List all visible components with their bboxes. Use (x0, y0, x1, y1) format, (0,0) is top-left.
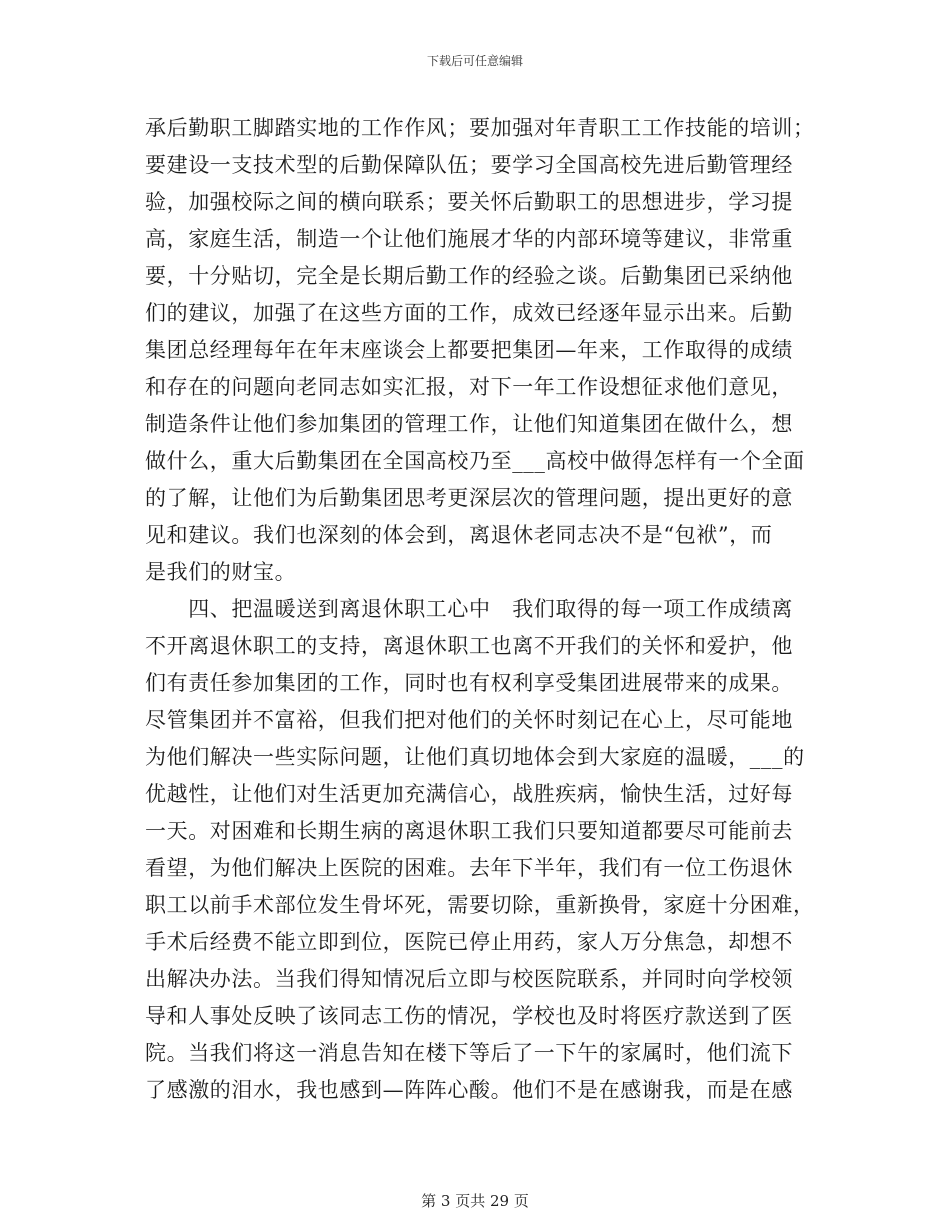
text-line: 职工以前手术部位发生骨坏死，需要切除，重新换骨，家庭十分困难， (145, 893, 815, 917)
text-line: 优越性，让他们对生活更加充满信心，战胜疾病，愉快生活，过好每 (145, 782, 793, 806)
text-line: 院。当我们将这一消息告知在楼下等后了一下午的家属时，他们流下 (145, 1041, 793, 1065)
text-line: 承后勤职工脚踏实地的工作作风；要加强对年青职工工作技能的培训； (145, 116, 815, 140)
text-line: 了感激的泪水，我也感到—阵阵心酸。他们不是在感谢我，而是在感 (145, 1078, 793, 1102)
text-line: 四、把温暖送到离退休职工心中 我们取得的每一项工作成绩离 (145, 597, 793, 621)
text-line: 见和建议。我们也深刻的体会到，离退休老同志决不是“包袱”，而 (145, 523, 773, 547)
text-line: 和存在的问题向老同志如实汇报，对下一年工作设想征求他们意见， (145, 375, 793, 399)
text-line: 验，加强校际之间的横向联系；要关怀后勤职工的思想进步，学习提 (145, 190, 793, 214)
text-line: 尽管集团并不富裕，但我们把对他们的关怀时刻记在心上，尽可能地 (145, 708, 793, 732)
text-line: 们的建议，加强了在这些方面的工作，成效已经逐年显示出来。后勤 (145, 301, 793, 325)
text-line: 为他们解决一些实际问题，让他们真切地体会到大家庭的温暖，___的 (145, 745, 805, 769)
page-header: 下载后可任意编辑 (426, 54, 523, 68)
text-line: 看望，为他们解决上医院的困难。去年下半年，我们有一位工伤退休 (145, 856, 793, 880)
text-line: 制造条件让他们参加集团的管理工作，让他们知道集团在做什么，想 (145, 412, 793, 436)
text-line: 不开离退休职工的支持，离退休职工也离不开我们的关怀和爱护，他 (145, 634, 793, 658)
text-line: 要建设一支技术型的后勤保障队伍；要学习全国高校先进后勤管理经 (145, 153, 793, 177)
text-line: 集团总经理每年在年末座谈会上都要把集团—年来，工作取得的成绩 (145, 338, 793, 362)
text-line: 出解决办法。当我们得知情况后立即与校医院联系，并同时向学校领 (145, 967, 793, 991)
text-line: 们有责任参加集团的工作，同时也有权利享受集团进展带来的成果。 (145, 671, 793, 695)
text-line: 是我们的财宝。 (145, 560, 297, 584)
text-line: 的了解，让他们为后勤集团思考更深层次的管理问题，提出更好的意 (145, 486, 793, 510)
text-line: 高，家庭生活，制造一个让他们施展才华的内部环境等建议，非常重 (145, 227, 793, 251)
text-line: 导和人事处反映了该同志工伤的情况，学校也及时将医疗款送到了医 (145, 1004, 793, 1028)
page-footer: 第 3 页共 29 页 (421, 1192, 529, 1210)
text-line: 一天。对困难和长期生病的离退休职工我们只要知道都要尽可能前去 (145, 819, 793, 843)
text-line: 要，十分贴切，完全是长期后勤工作的经验之谈。后勤集团已采纳他 (145, 264, 793, 288)
document-body (145, 110, 815, 1109)
text-line: 做什么，重大后勤集团在全国高校乃至___高校中做得怎样有一个全面 (145, 449, 805, 473)
text-line: 手术后经费不能立即到位，医院已停止用药，家人万分焦急，却想不 (145, 930, 793, 954)
